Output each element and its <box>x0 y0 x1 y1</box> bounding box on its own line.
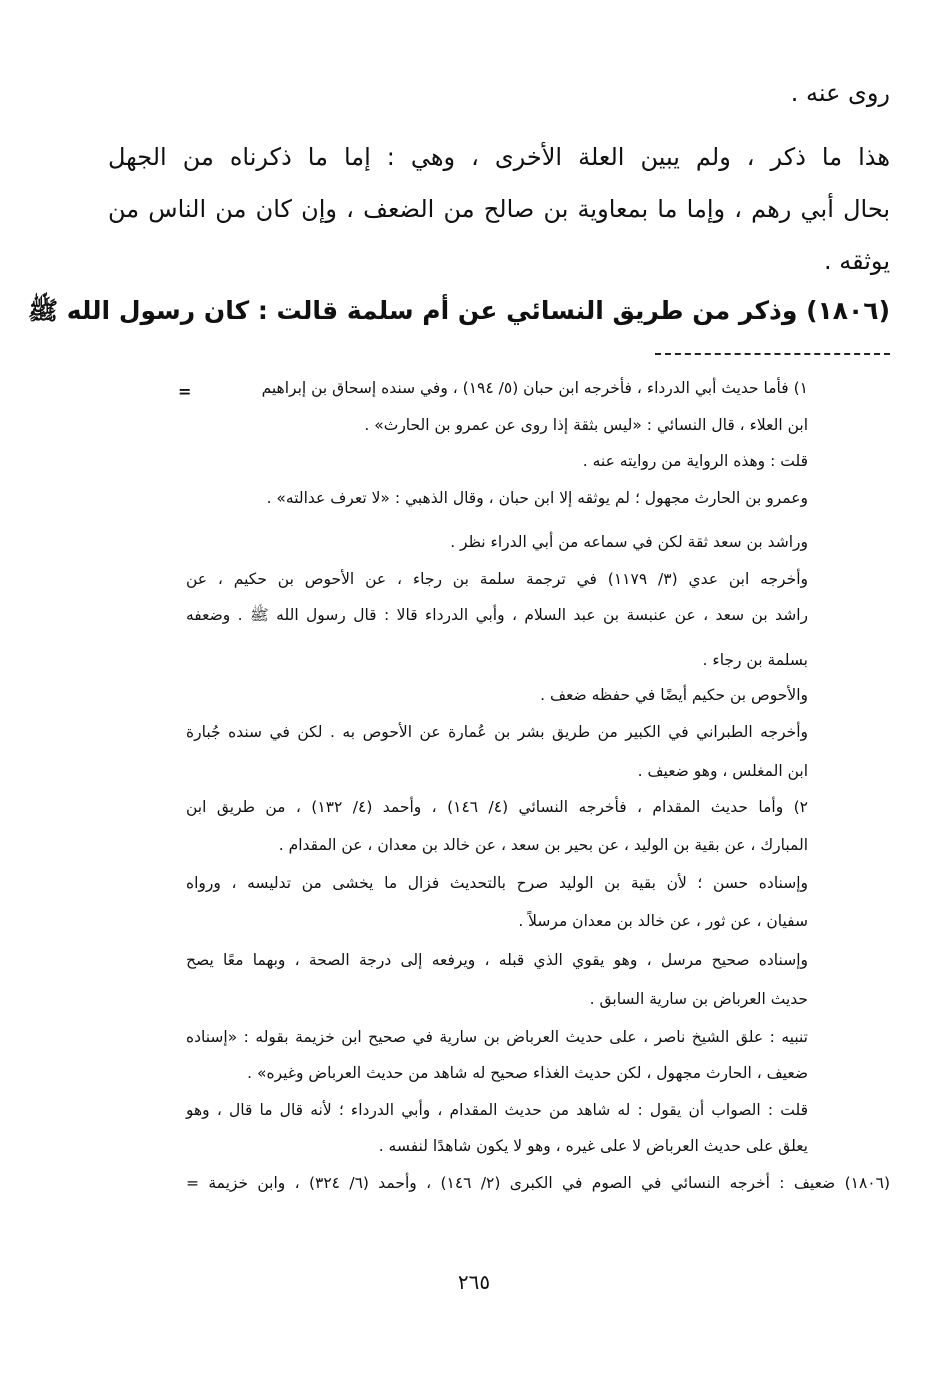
footnote-line: ٢) وأما حديث المقدام ، فأخرجه النسائي (٤/ ١٤٦) ، وأحمد (٤/ ١٣٢) ، من طريق ابن <box>186 798 808 816</box>
footnote-divider <box>655 353 890 355</box>
hadith-heading: (١٨٠٦) وذكر من طريق النسائي عن أم سلمة قالت : كان رسول الله ﷺ <box>27 296 890 325</box>
footnote-line: قلت : وهذه الرواية من روايته عنه . <box>582 452 808 470</box>
footnote-line: وإسناده حسن ؛ لأن بقية بن الوليد صرح بالتحديث فزال ما يخشى من تدليسه ، ورواه <box>186 874 808 892</box>
footnote-line: وأخرجه الطبراني في الكبير من طريق بشر بن عُمارة عن الأحوص به . لكن في سنده جُبارة <box>186 723 808 741</box>
page-number: ٢٦٥ <box>457 1270 491 1294</box>
main-text-line-3: بحال أبي رهم ، وإما ما بمعاوية بن صالح من الضعف ، وإن كان من الناس من <box>108 195 890 223</box>
footnote-line: ابن المغلس ، وهو ضعيف . <box>637 762 808 780</box>
footnote-line: قلت : الصواب أن يقول : له شاهد من حديث المقدام ، وأبي الدرداء ؛ لأنه قال ما قال ، وهو <box>186 1101 808 1119</box>
footnote-line: ابن العلاء ، قال النسائي : «ليس بثقة إذا روى عن عمرو بن الحارث» . <box>364 416 808 434</box>
footnote-line: ١) فأما حديث أبي الدرداء ، فأخرجه ابن حبان (٥/ ١٩٤) ، وفي سنده إسحاق بن إبراهيم <box>261 379 808 397</box>
footnote-line: تنبيه : علق الشيخ ناصر ، على حديث العرباض بن سارية في صحيح ابن خزيمة بقوله : «إسناده <box>186 1028 808 1046</box>
footnote-line: حديث العرباض بن سارية السابق . <box>589 990 808 1008</box>
footnote-line: بسلمة بن رجاء . <box>702 651 808 669</box>
footnote-line: ضعيف ، الحارث مجهول ، لكن حديث الغذاء صحيح له شاهد من حديث العرباض وغيره» . <box>247 1064 808 1082</box>
main-text-line-1: روى عنه . <box>790 79 890 107</box>
footnote-line: وإسناده صحيح مرسل ، وهو يقوي الذي قبله ، ويرفعه إلى درجة الصحة ، وبهما معًا يصح <box>186 951 808 969</box>
footnote-line: راشد بن سعد ، عن عنبسة بن عبد السلام ، وأبي الدرداء قالا : قال رسول الله ﷺ . وضعفه <box>186 606 808 624</box>
footnote-line: وأخرجه ابن عدي (٣/ ١١٧٩) في ترجمة سلمة بن رجاء ، عن الأحوص بن حكيم ، عن <box>186 570 808 588</box>
main-text-line-2: هذا ما ذكر ، ولم يبين العلة الأخرى ، وهي : إما ما ذكرناه من الجهل <box>108 143 890 171</box>
footnote-line: المبارك ، عن بقية بن الوليد ، عن بحير بن سعد ، عن خالد بن معدان ، عن المقدام . <box>278 836 808 854</box>
footnote-line: وعمرو بن الحارث مجهول ؛ لم يوثقه إلا ابن حبان ، وقال الذهبي : «لا تعرف عدالته» . <box>266 489 808 507</box>
continuation-mark: = <box>178 382 192 401</box>
footnote-line: وراشد بن سعد ثقة لكن في سماعه من أبي الدراء نظر . <box>450 533 808 551</box>
main-text-line-4: يوثقه . <box>823 247 890 275</box>
footnote-line: والأحوص بن حكيم أيضًا في حفظه ضعف . <box>540 686 808 704</box>
footnote-line: سفيان ، عن ثور ، عن خالد بن معدان مرسلاً . <box>518 912 808 930</box>
footnote-line: (١٨٠٦) ضعيف : أخرجه النسائي في الصوم في الكبرى (٢/ ١٤٦) ، وأحمد (٦/ ٣٢٤) ، وابن خزيمة = <box>186 1174 890 1192</box>
footnote-line: يعلق على حديث العرباض لا على غيره ، وهو لا يكون شاهدًا لنفسه . <box>378 1137 808 1155</box>
